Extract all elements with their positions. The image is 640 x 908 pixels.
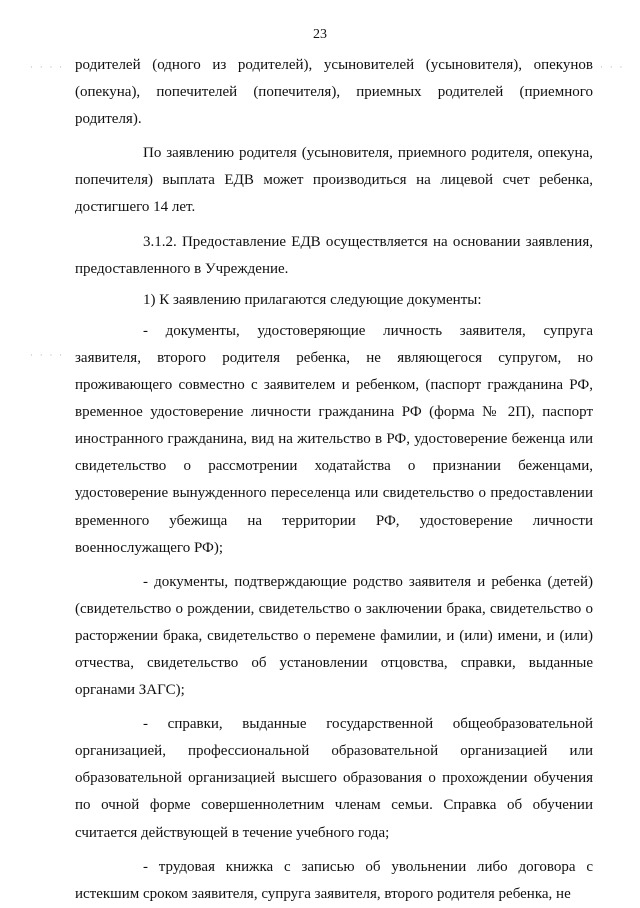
document-body (75, 52, 593, 908)
paragraph: - документы, удостоверяющие личность заявителя, супруга заявителя, второго родителя ребенка, не являющегося супругом, но проживающего совместно с заявителем и ребенком, (паспорт гражданина РФ, временное удостоверение личности гражданина РФ (форма № 2П), паспорт иностранного гражданина, вид на жительство в РФ, удостоверение беженца или свидетельство о рассмотрении ходатайства о признании беженцами, удостоверение вынужденного переселенца или свидетельство о предоставлении временного убежища на территории РФ, удостоверение личности военнослужащего РФ); (75, 322, 593, 556)
paragraph: 3.1.2. Предоставление ЕДВ осуществляется на основании заявления, предоставленного в Учреждение. (75, 233, 593, 277)
paragraph: родителей (одного из родителей), усыновителей (усыновителя), опекунов (опекуна), попечителей (попечителя), приемных родителей (приемного родителя). (75, 57, 593, 128)
paragraph: - трудовая книжка с записью об увольнении либо договора с истекшим сроком заявителя, супруга заявителя, второго родителя ребенка, не (75, 858, 593, 902)
page-number: 23 (313, 27, 327, 42)
paragraph: - документы, подтверждающие родство заявителя и ребенка (детей) (свидетельство о рождении, свидетельство о заключении брака, свидетельство о расторжении брака, свидетельство о перемене фамилии, и (или) имени, и (или) отчества, свидетельство об установлении отцовства, справки, выданные органами ЗАГС); (75, 573, 593, 699)
paragraph: 1) К заявлению прилагаются следующие документы: (143, 291, 482, 308)
scan-artifact: · · · · (30, 351, 65, 361)
paragraph: По заявлению родителя (усыновителя, приемного родителя, опекуна, попечителя) выплата ЕДВ может производиться на лицевой счет ребенка, достигшего 14 лет. (75, 145, 593, 216)
scan-artifact: · · · · (30, 63, 65, 73)
paragraph: - справки, выданные государственной общеобразовательной организацией, профессиональной образовательной организацией или образовательной организацией высшего образования о прохождении обучения по очной форме совершеннолетним членам семьи. Справка об обучении считается действующей в течение учебного года; (75, 716, 593, 841)
scan-artifact: · · · (600, 63, 625, 73)
